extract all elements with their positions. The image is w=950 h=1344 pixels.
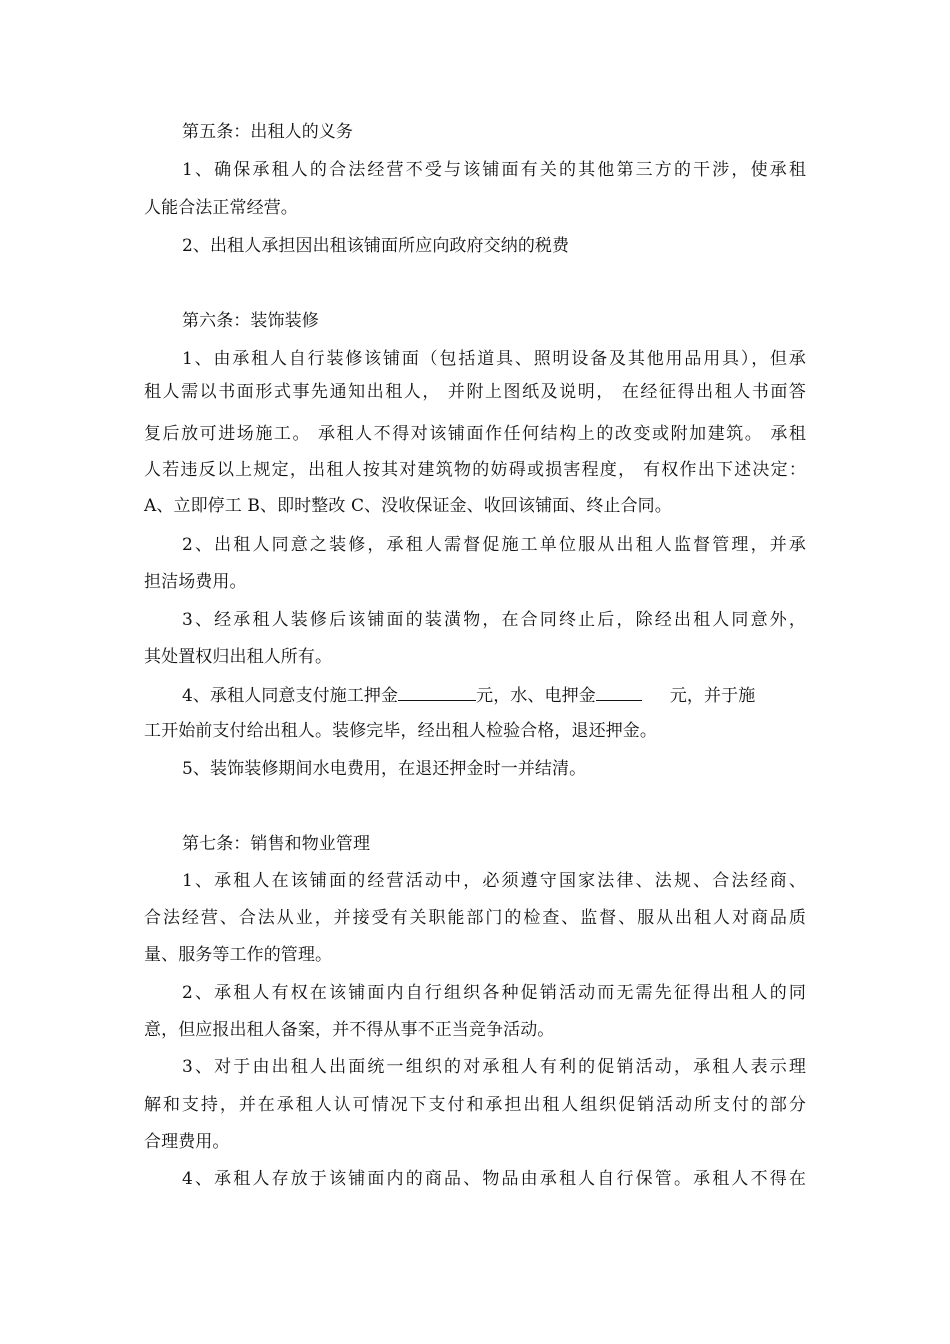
utility-deposit-blank [596,684,642,701]
article-7-title: 第七条：销售和物业管理 [182,834,371,854]
clause-4-text-a: 4、承租人同意支付施工押金 [182,686,399,706]
clause-4-text-b: 元，水、电押金 [476,686,596,706]
article-5-clause-1-line-2: 人能合法正常经营。 [144,198,298,218]
article-6-clause-1-line-2: 租人需以书面形式事先通知出租人， 并附上图纸及说明， 在经征得出租人书面答 [144,382,806,402]
article-7-clause-1-line-1: 1、承租人在该铺面的经营活动中，必须遵守国家法律、法规、合法经商、 [182,871,806,891]
article-7-clause-1-line-3: 量、服务等工作的管理。 [144,945,333,965]
article-6-clause-4-line-2: 工开始前支付给出租人。装修完毕，经出租人检验合格，退还押金。 [144,721,657,741]
article-6-clause-1-line-3: 复后放可进场施工。 承租人不得对该铺面作任何结构上的改变或附加建筑。 承租 [144,424,806,444]
article-6-clause-2-line-2: 担洁场费用。 [144,572,247,592]
article-7-clause-3-line-3: 合理费用。 [144,1132,230,1152]
article-6-clause-2-line-1: 2、出租人同意之装修，承租人需督促施工单位服从出租人监督管理，并承 [182,535,806,555]
clause-4-text-c: 元，并于施 [669,686,756,706]
article-7-clause-2-line-2: 意，但应报出租人备案，并不得从事不正当竞争活动。 [144,1020,555,1040]
article-7-clause-2-line-1: 2、承租人有权在该铺面内自行组织各种促销活动而无需先征得出租人的同 [182,983,806,1003]
article-6-clause-1-line-1: 1、由承租人自行装修该铺面（包括道具、照明设备及其他用品用具），但承 [182,349,806,369]
article-5-clause-2: 2、出租人承担因出租该铺面所应向政府交纳的税费 [182,236,570,256]
article-6-title: 第六条：装饰装修 [182,311,319,331]
article-6-clause-1-line-4: 人若违反以上规定，出租人按其对建筑物的妨碍或损害程度， 有权作出下述决定： [144,460,806,480]
article-7-clause-1-line-2: 合法经营、合法从业，并接受有关职能部门的检查、监督、服从出租人对商品质 [144,908,806,928]
article-7-clause-3-line-1: 3、对于由出租人出面统一组织的对承租人有利的促销活动，承租人表示理 [182,1057,806,1077]
article-6-clause-1-line-5: A、立即停工 B、即时整改 C、没收保证金、收回该铺面、终止合同。 [144,496,672,516]
article-7-clause-4-line-1: 4、承租人存放于该铺面内的商品、物品由承租人自行保管。承租人不得在 [182,1169,806,1189]
construction-deposit-blank [398,684,476,701]
article-6-clause-3-line-2: 其处置权归出租人所有。 [144,647,333,667]
article-6-clause-3-line-1: 3、经承租人装修后该铺面的装潢物，在合同终止后，除经出租人同意外， [182,610,806,630]
article-6-clause-4-line-1 [182,684,806,706]
article-7-clause-3-line-2: 解和支持，并在承租人认可情况下支付和承担出租人组织促销活动所支付的部分 [144,1095,806,1115]
article-5-title: 第五条：出租人的义务 [182,122,353,142]
article-5-clause-1-line-1: 1、确保承租人的合法经营不受与该铺面有关的其他第三方的干涉，使承租 [182,160,806,180]
article-6-clause-5: 5、装饰装修期间水电费用，在退还押金时一并结清。 [182,759,587,779]
